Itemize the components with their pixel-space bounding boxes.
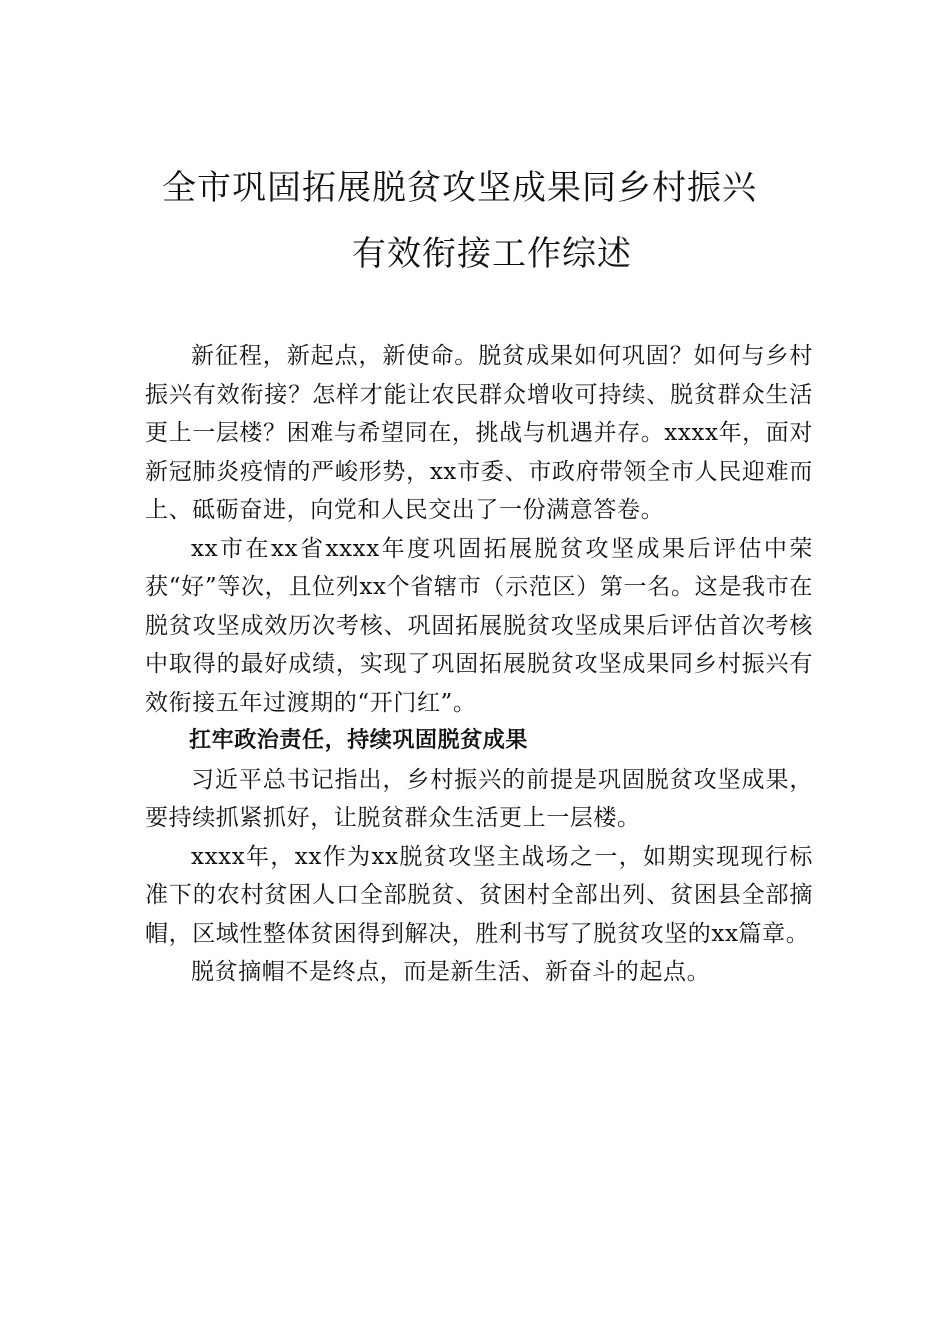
paragraph-closing: 脱贫摘帽不是终点，而是新生活、新奋斗的起点。 — [191, 959, 711, 985]
document-title-line-1: 全市巩固拓展脱贫攻坚成果同乡村振兴 — [162, 168, 757, 208]
paragraph-quote: 习近平总书记指出，乡村振兴的前提是巩固脱贫攻坚成果，要持续抓紧抓好，让脱贫群众生活更上一层楼。 — [145, 766, 813, 831]
paragraph-achievement: xxxx年，xx作为xx脱贫攻坚主战场之一，如期实现现行标准下的农村贫困人口全部脱贫、贫困村全部出列、贫困县全部摘帽，区域性整体贫困得到解决，胜利书写了脱贫攻坚的xx篇章。 — [145, 843, 813, 947]
document-title-line-2: 有效衔接工作综述 — [352, 234, 632, 274]
paragraph-intro: 新征程，新起点，新使命。脱贫成果如何巩固？如何与乡村振兴有效衔接？怎样才能让农民群众增收可持续、脱贫群众生活更上一层楼？困难与希望同在，挑战与机遇并存。xxxx年，面对新冠肺炎疫情的严峻形势，xx市委、市政府带领全市人民迎难而上、砥砺奋进，向党和人民交出了一份满意答卷。 — [145, 343, 813, 523]
paragraph-evaluation: xx市在xx省xxxx年度巩固拓展脱贫攻坚成果后评估中荣获“好”等次，且位列xx个省辖市（示范区）第一名。这是我市在脱贫攻坚成效历次考核、巩固拓展脱贫攻坚成果后评估首次考核中取得的最好成绩，实现了巩固拓展脱贫攻坚成果同乡村振兴有效衔接五年过渡期的“开门红”。 — [145, 535, 813, 716]
section-heading: 扛牢政治责任，持续巩固脱贫成果 — [189, 728, 529, 753]
document-body — [145, 337, 813, 992]
